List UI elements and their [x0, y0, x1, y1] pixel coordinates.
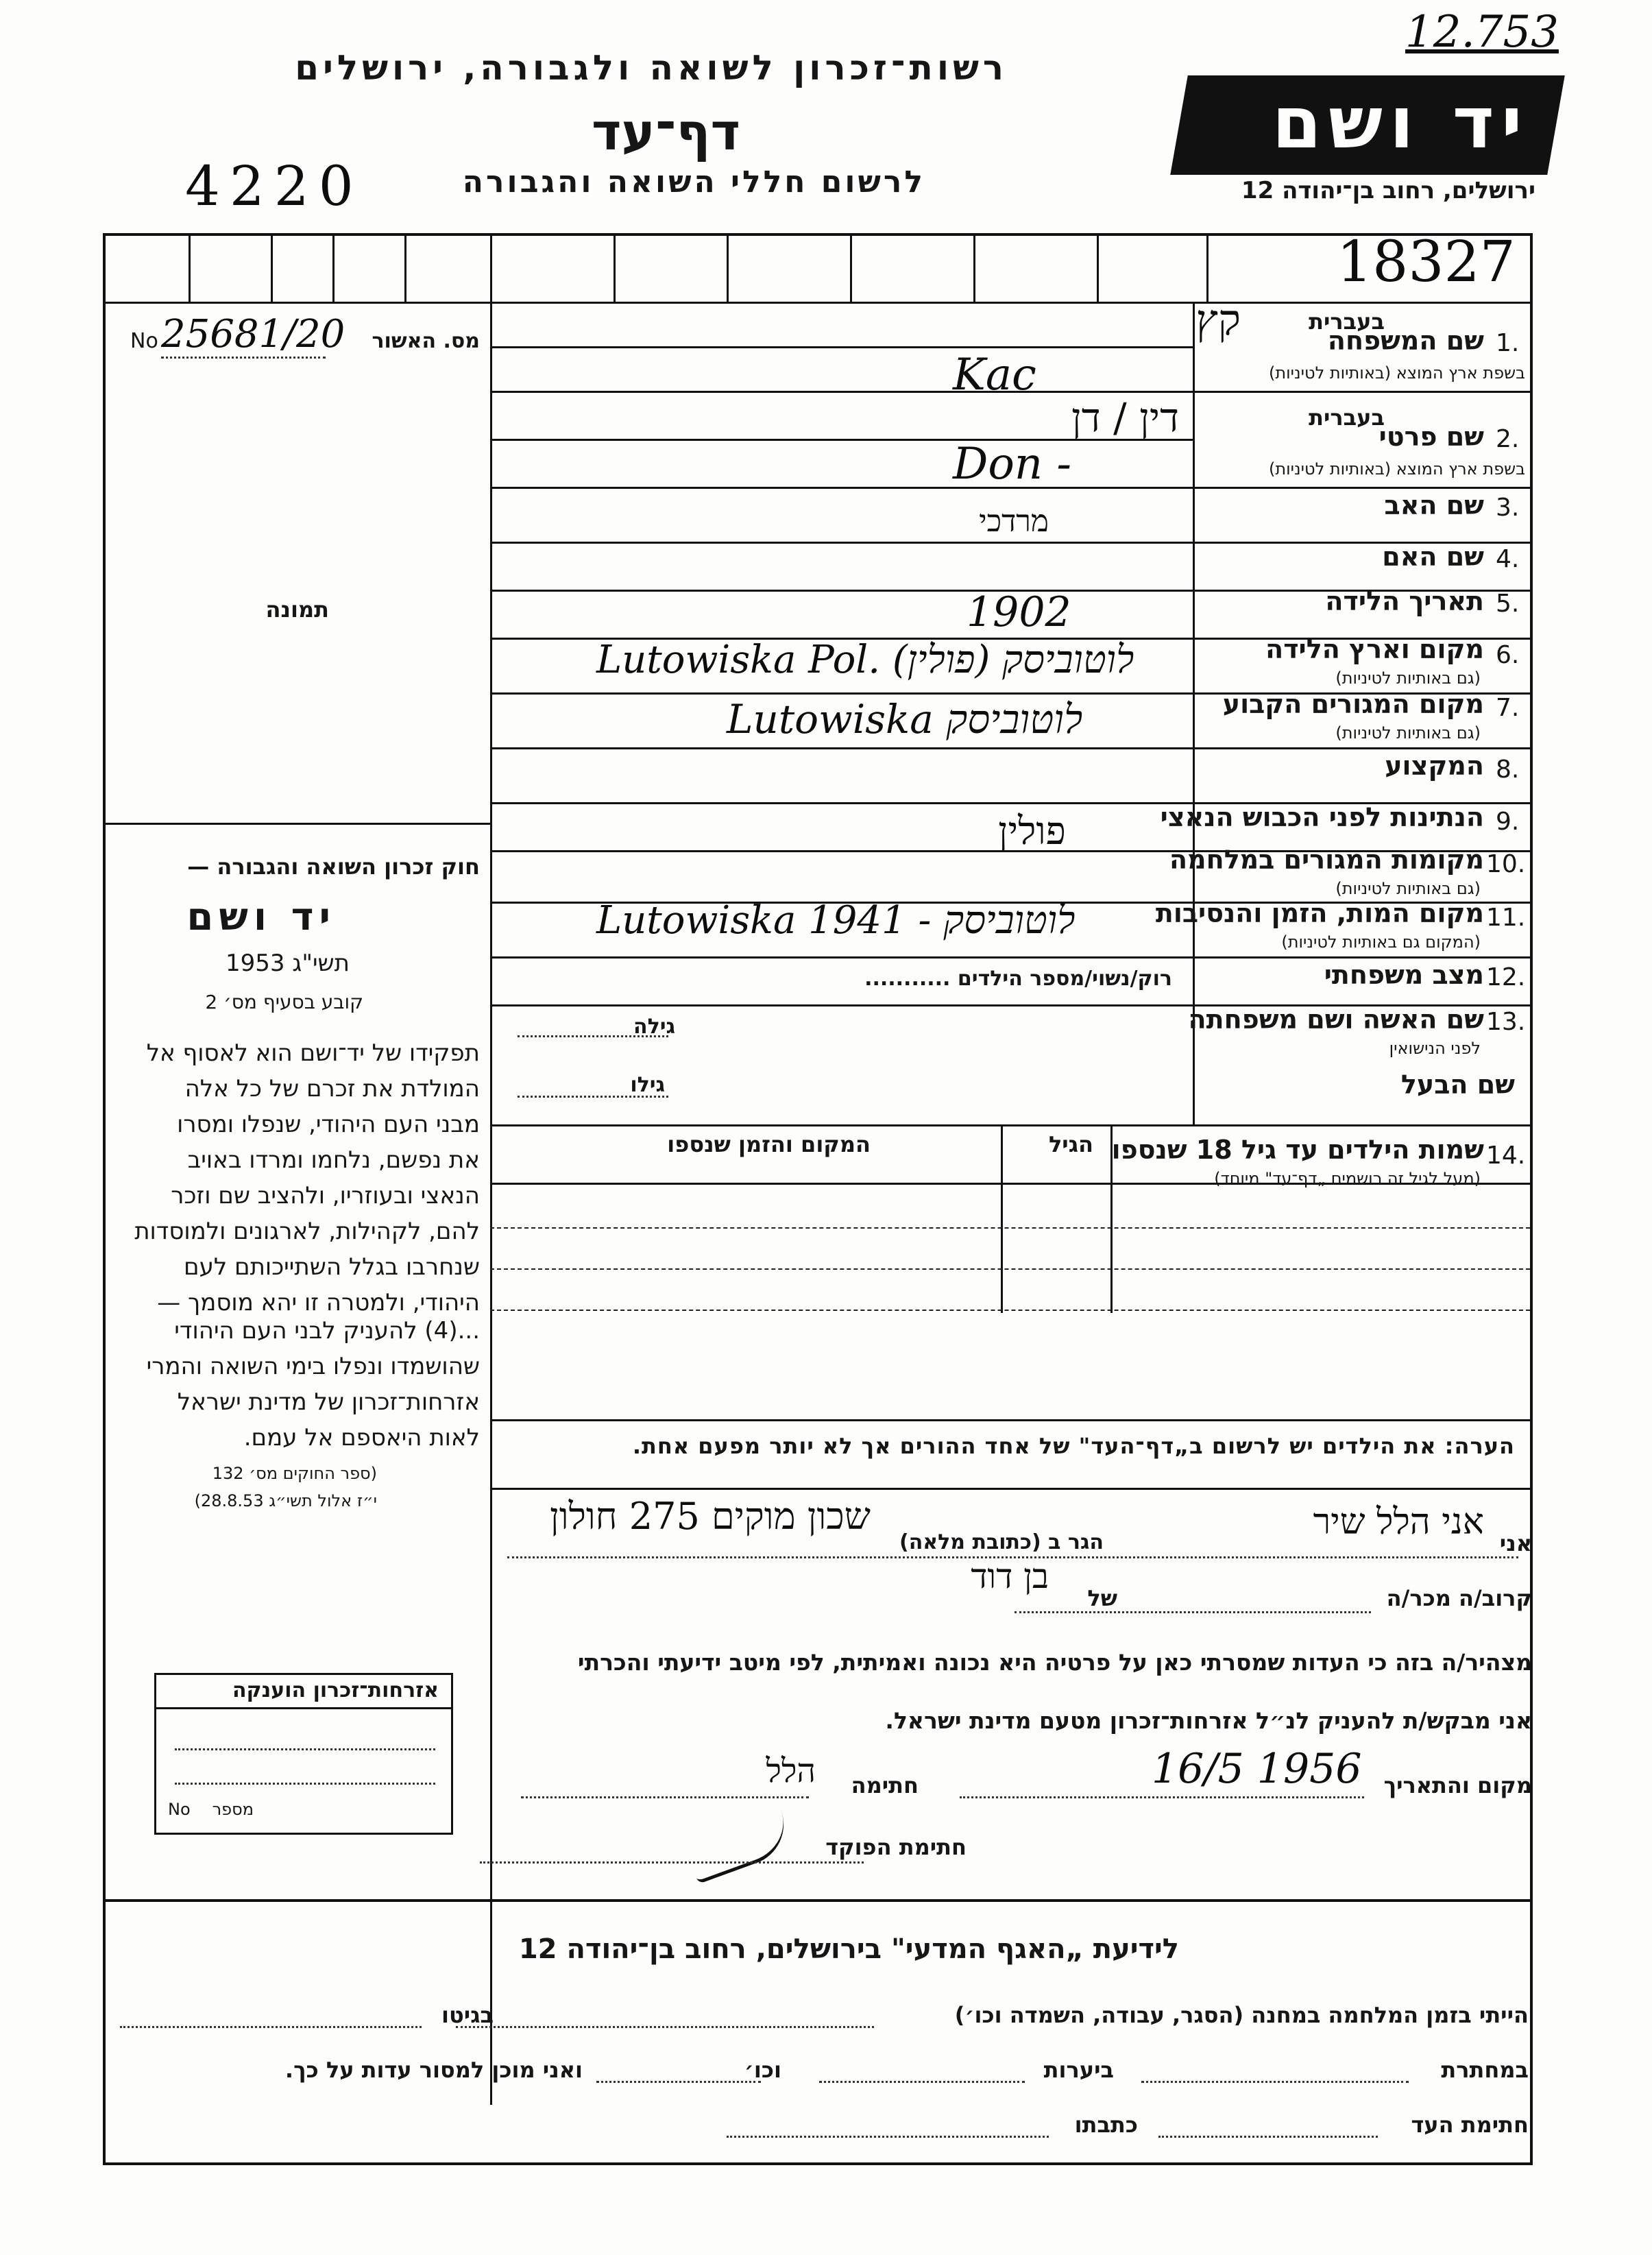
declaration-statement: מצהיר/ה בזה כי העדות שמסרתי כאן על פרטיה היא נכונה ואמיתית, לפי מיטב ידיעתי והכרתי — [577, 1649, 1532, 1676]
file-number: 12.753 — [1405, 7, 1559, 58]
field-10-number: 10. — [1486, 850, 1526, 878]
law-para2 — [147, 1313, 480, 1456]
field-11-note: (המקום גם באותיות לטיניות) — [1281, 932, 1481, 952]
field-1-note: בשפת ארץ המוצא (באותיות לטיניות) — [1269, 363, 1525, 383]
field-1-label: שם המשפחה — [1327, 326, 1484, 356]
science-ready: ואני מוכן למסור עדות על כך. — [284, 2057, 583, 2083]
field-6-note: (גם באותיות לטיניות) — [1335, 668, 1481, 688]
science-line1: הייתי בזמן המלחמה במחנה (הסגר, עבודה, השמדה וכו׳) — [954, 2002, 1529, 2028]
law-line: ...(4) להעניק לבני העם היהודי — [174, 1317, 480, 1344]
field-10-note: (גם באותיות לטיניות) — [1335, 879, 1481, 898]
date-value: 16/5 1956 — [1152, 1745, 1362, 1793]
field-4-label: שם האם — [1382, 542, 1484, 572]
law-source-1: (ספר החוקים מס׳ 132 — [212, 1464, 377, 1483]
field-7-note: (גם באותיות לטיניות) — [1335, 723, 1481, 743]
signature-value: הלל — [766, 1752, 816, 1790]
field-13-age2-label: גילו — [630, 1073, 665, 1097]
field-9-value: פולין — [998, 809, 1066, 854]
declarant-name: אני הלל שיר — [1313, 1502, 1484, 1543]
law-line: מבני העם היהודי, שנפלו ומסרו — [177, 1111, 480, 1138]
science-ghetto: בגיטו — [441, 2002, 494, 2028]
citizenship-no: No — [168, 1800, 191, 1819]
logo-text: יד ושם — [1272, 81, 1529, 165]
field-11-number: 11. — [1486, 904, 1526, 932]
citizenship-title: אזרחות־זכרון הוענקה — [232, 1678, 439, 1702]
law-line: היהודי, ולמטרה זו יהא מוסמך — — [157, 1289, 480, 1316]
field-2-note: בשפת ארץ המוצא (באותיות לטיניות) — [1269, 459, 1525, 479]
field-6-number: 6. — [1496, 641, 1520, 669]
field-5-number: 5. — [1496, 590, 1520, 618]
place-date-label: מקום והתאריך — [1383, 1772, 1532, 1798]
science-etc: וכו׳ — [744, 2057, 781, 2083]
citizenship-number-label: מספר — [212, 1800, 254, 1819]
field-7-number: 7. — [1496, 694, 1520, 722]
signature-label: חתימה — [851, 1772, 919, 1798]
field-14-sublabel: (מעל לגיל זה רושמים „דף־עד" מיוחד) — [1214, 1169, 1481, 1188]
law-line: להם, לקהילות, לארגונים ולמוסדות — [134, 1218, 480, 1245]
approval-value: 25681/20 — [161, 312, 345, 357]
witness-signature-label: חתימת העד — [1411, 2112, 1529, 2138]
law-line: את נפשם, נלחמו ומרדו באויב — [187, 1146, 480, 1174]
field-14-label: שמות הילדים עד גיל 18 שנספו — [1111, 1135, 1484, 1165]
field-9-number: 9. — [1496, 808, 1520, 836]
law-para1 — [134, 1035, 480, 1321]
form-code: 4220 — [185, 154, 363, 218]
field-4-number: 4. — [1496, 545, 1520, 573]
field-12-label: מצב משפחתי — [1324, 960, 1484, 990]
registration-number: 18327 — [1337, 230, 1516, 295]
field-9-label: הנתינות לפני הכבוש הנאצי — [1160, 802, 1484, 832]
field-7-label: מקום המגורים הקבוע — [1222, 689, 1484, 719]
field-1-number: 1. — [1496, 329, 1520, 357]
declaration-resides: הגר ב (כתובת מלאה) — [899, 1530, 1104, 1554]
field-11-value: Lutowiska 1941 - לוטוביסק — [596, 898, 1076, 943]
field-5-label: תאריך הלידה — [1325, 586, 1484, 616]
hebrew-tag-2: בעברית — [1309, 405, 1385, 431]
field-8-label: המקצוע — [1385, 751, 1484, 781]
field-13-label: שם האשה ושם משפחתה — [1188, 1004, 1484, 1035]
law-line: לאות היאספם אל עמם. — [243, 1424, 480, 1451]
law-name: יד ושם — [186, 895, 336, 939]
header-address: ירושלים, רחוב בן־יהודה 12 — [1241, 177, 1535, 204]
law-line: שנחרבו בגלל השתייכותם לעם — [184, 1253, 480, 1281]
photo-label: תמונה — [265, 596, 329, 623]
law-line: המולדת את זכרם של כל אלה — [184, 1075, 480, 1102]
approval-label: מס. האשור — [372, 329, 480, 353]
law-source-2: י״ז אלול תשי״ג 28.8.53) — [194, 1491, 377, 1510]
field-11-label: מקום המות, הזמן והנסיבות — [1155, 898, 1484, 928]
field-14-age-col: הגיל — [1048, 1131, 1093, 1157]
field-13-number: 13. — [1486, 1008, 1526, 1036]
field-3-number: 3. — [1496, 494, 1520, 522]
law-title: חוק זכרון השואה והגבורה — — [187, 854, 480, 880]
witness-address-label: כתבתו — [1074, 2112, 1138, 2138]
field-1-hebrew-value: קץ — [1195, 295, 1241, 345]
field-6-value: Lutowiska Pol. לוטוביסק (פולין) — [596, 638, 1134, 682]
field-2-latin-value: Don - — [953, 439, 1072, 490]
field-2-label: שם פרטי — [1378, 422, 1484, 452]
institution-name: רשות־זכרון לשואה ולגבורה, ירושלים — [295, 48, 1008, 88]
declaration-request: אני מבקש/ת להעניק לנ״ל אזרחות־זכרון מטעם מדינת ישראל. — [885, 1707, 1532, 1734]
field-12-number: 12. — [1486, 963, 1526, 991]
science-underground: במחתרת — [1441, 2057, 1529, 2083]
field-5-value: 1902 — [967, 588, 1071, 636]
field-12-value: רוק/נשוי/מספר הילדים ........... — [864, 967, 1172, 991]
science-title: לידיעת „האגף המדעי" בירושלים, רחוב בן־יהודה 12 — [518, 1933, 1179, 1965]
law-year: תשי"ג 1953 — [225, 950, 350, 977]
yad-vashem-logo — [1170, 75, 1565, 175]
field-14-number: 14. — [1486, 1142, 1526, 1170]
of-label: של — [1087, 1585, 1117, 1611]
form-subtitle: לרשום חללי השואה והגבורה — [462, 165, 925, 200]
relative-label: קרוב/ה מכר/ה — [1386, 1585, 1532, 1611]
law-line: שהושמדו ונפלו בימי השואה והמרי — [146, 1353, 480, 1380]
official-signature-label: חתימת הפוקד — [825, 1834, 967, 1860]
field-13-age-label: גילה — [633, 1015, 675, 1039]
note-text: הערה: את הילדים יש לרשום ב„דף־העד" של אחד ההורים אך לא יותר מפעם אחת. — [632, 1433, 1515, 1459]
declarant-address: שכון מוקים 275 חולון — [550, 1495, 871, 1538]
form-title: דף־עד — [592, 103, 740, 162]
field-13-husband-label: שם הבעל — [1400, 1070, 1515, 1100]
field-8-number: 8. — [1496, 756, 1520, 784]
field-3-value: מרדכי — [979, 504, 1049, 539]
field-3-label: שם האב — [1384, 490, 1484, 520]
law-clause: קובע בסעיף מס׳ 2 — [205, 991, 363, 1013]
approval-no: No — [130, 329, 158, 353]
field-2-number: 2. — [1496, 425, 1520, 453]
relation-value: בן דוד — [971, 1556, 1049, 1596]
field-2-hebrew-value: דין / דן — [1071, 394, 1179, 441]
declaration-i: אני — [1499, 1530, 1532, 1556]
field-10-label: מקומות המגורים במלחמה — [1169, 845, 1484, 875]
hebrew-tag: בעברית — [1309, 309, 1385, 335]
law-line: הנאצי ובעוזריו, ולהציב שם וזכר — [171, 1182, 480, 1209]
field-14-place-col: המקום והזמן שנספו — [667, 1131, 871, 1157]
field-13-sublabel: לפני הנישואין — [1389, 1039, 1481, 1058]
law-line: תפקידו של יד־ושם הוא לאסוף אל — [146, 1039, 480, 1067]
field-7-value: Lutowiska לוטוביסק — [727, 696, 1083, 743]
field-6-label: מקום וארץ הלידה — [1265, 634, 1484, 664]
field-1-latin-value: Kac — [953, 350, 1036, 400]
science-forest: ביערות — [1043, 2057, 1114, 2083]
law-line: אזרחות־זכרון של מדינת ישראל — [177, 1388, 480, 1416]
